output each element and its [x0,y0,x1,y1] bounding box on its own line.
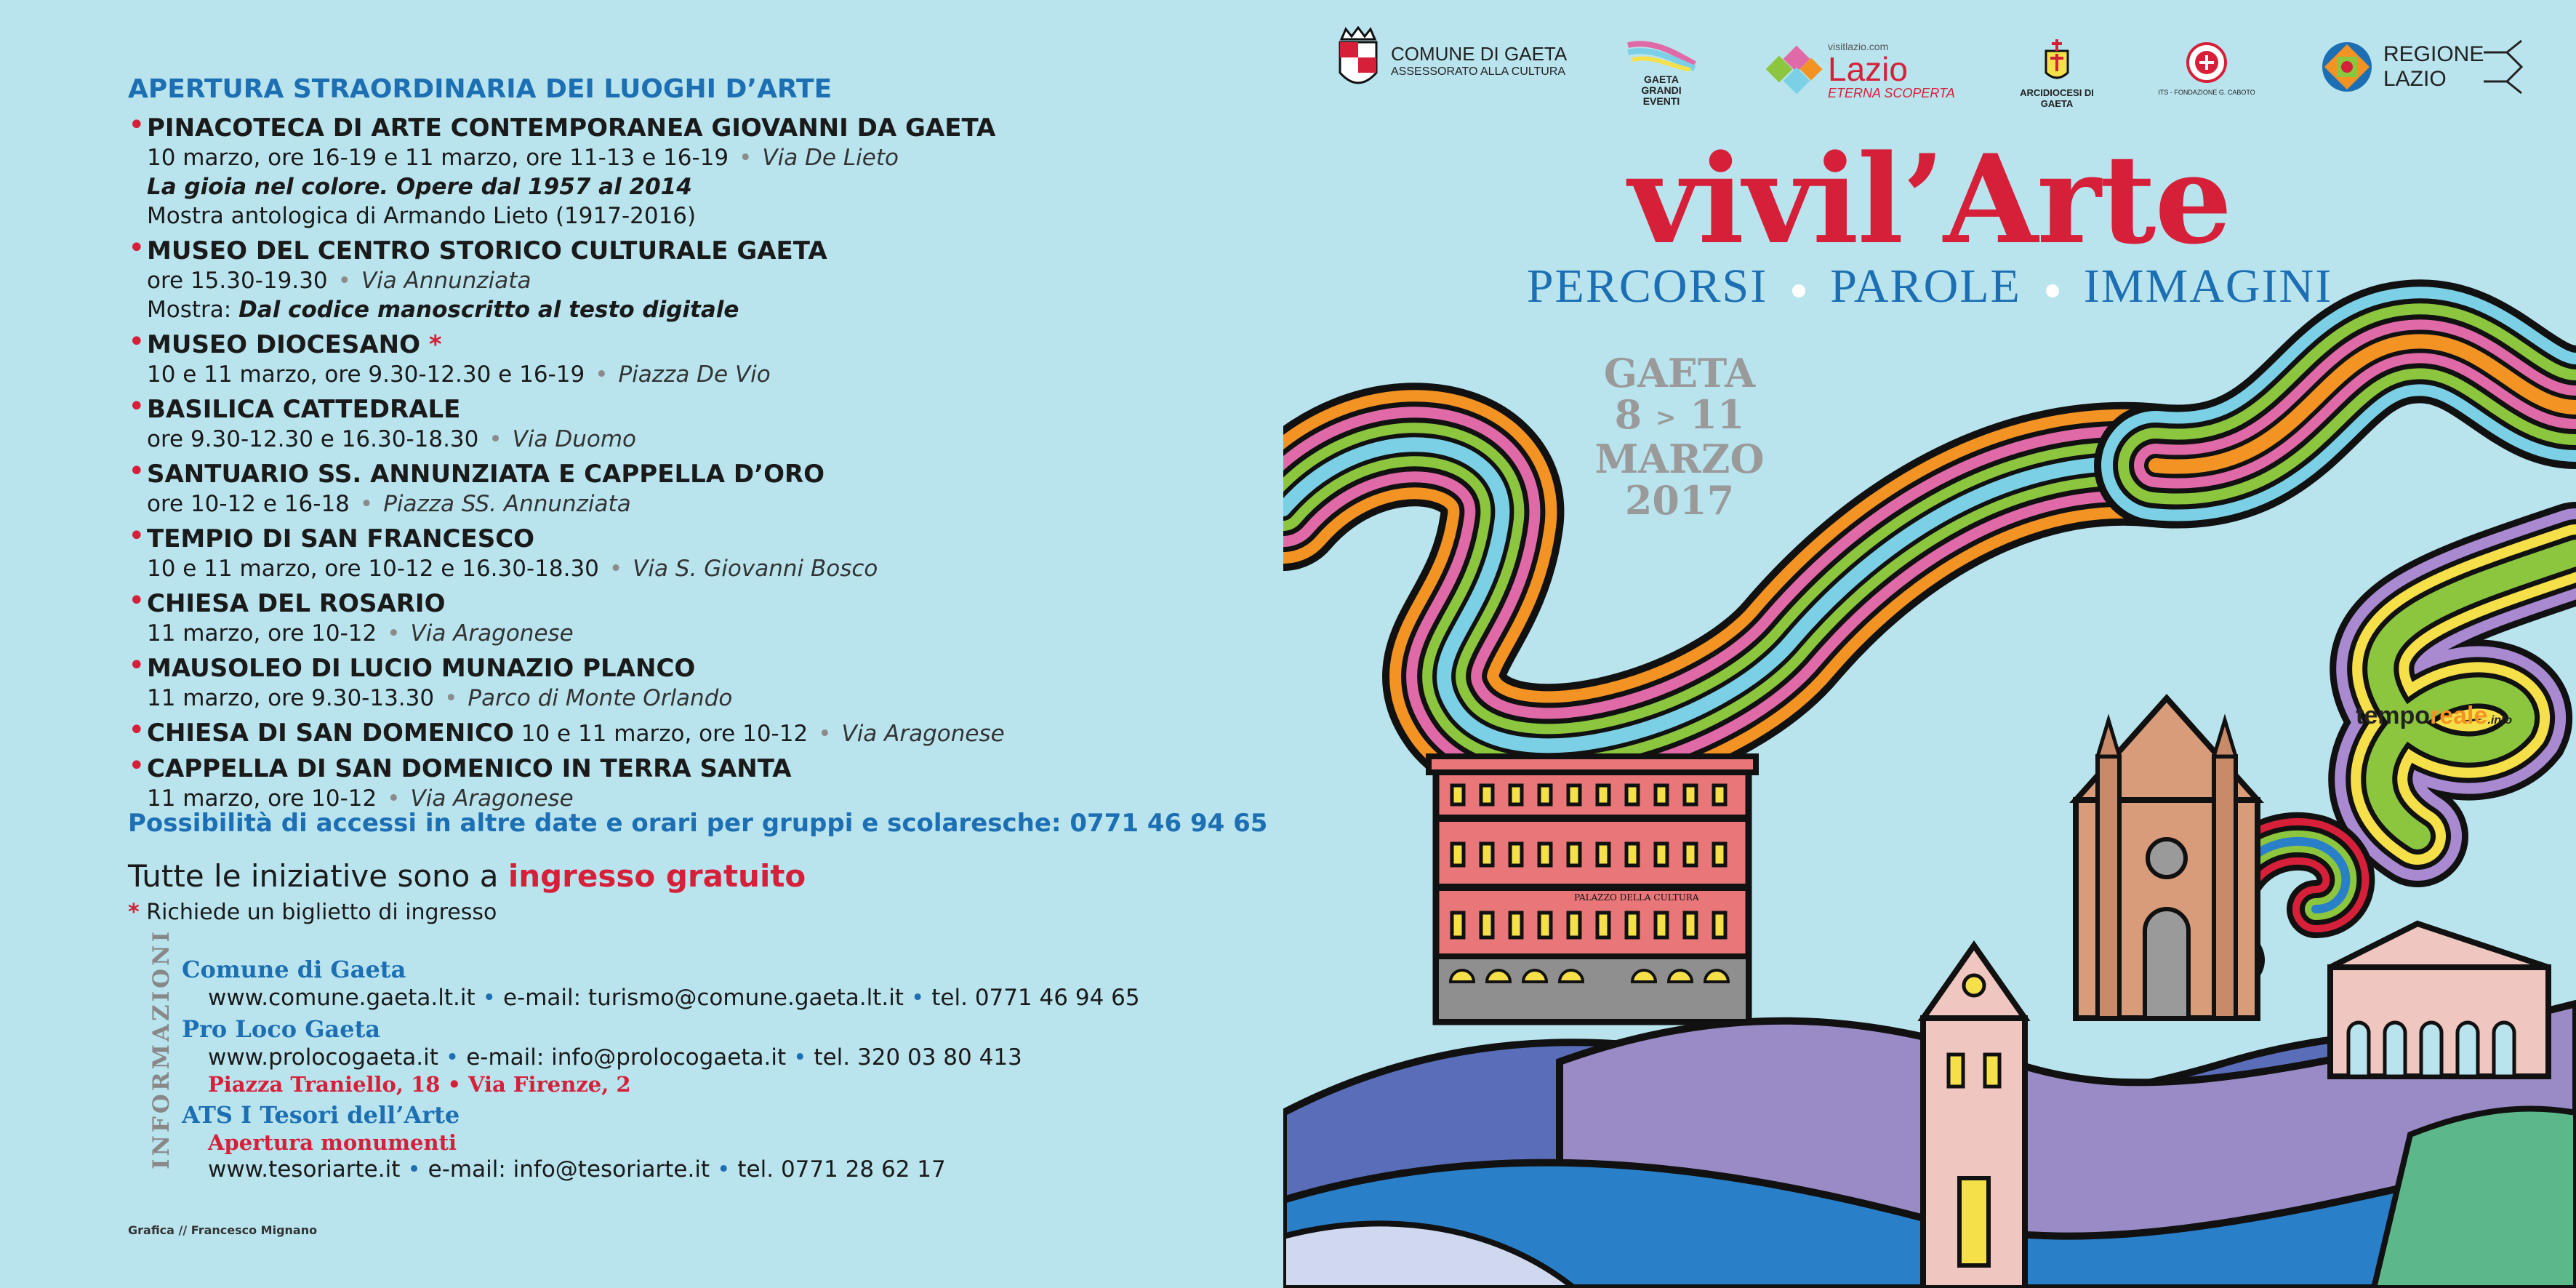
contact-website[interactable]: www.comune.gaeta.lt.it [208,985,476,1011]
lazio-name: Lazio [1828,50,1908,88]
logo-fondazione [2148,41,2265,96]
venue-hours-text: ore 15.30-19.30 [147,268,328,294]
contact-name: Pro Loco Gaeta [182,1015,381,1043]
event-subtitle [1283,259,2576,314]
lazio-url: visitlazio.com [1828,41,1889,52]
venue-address: Via S. Giovanni Bosco [633,556,878,582]
regione-text [2383,42,2484,92]
building-label: PALAZZO DELLA CULTURA [1574,892,1699,903]
watermark-part-3: .info [2487,714,2513,727]
fondazione-seal-icon [2185,41,2228,86]
contact-line [182,984,1140,1012]
venue-hours [147,554,1262,583]
separator-dot: • [359,491,374,517]
contact-name: Comune di Gaeta [182,956,406,983]
eventi-line-2: GRANDI [1641,84,1682,96]
list-item [128,718,1262,748]
venue-hours [147,425,1262,454]
venue-address: Via Aragonese [410,785,574,812]
sponsor-logos [1283,22,2576,124]
regione-arrow-icon [2484,39,2524,95]
venue-address: Via De Lieto [762,145,899,171]
list-item [128,394,1262,454]
contact-email[interactable]: e-mail: turismo@comune.gaeta.lt.it [502,985,904,1011]
venue-hours-text: 10 e 11 marzo, ore 9.30-12.30 e 16-19 [147,361,585,388]
exhibition-subtitle: Mostra antologica di Armando Lieto (1917-2016) [147,203,697,229]
venue-name: • MUSEO DEL CENTRO STORICO CULTURALE GAETA [147,236,827,265]
logo-arcidiocesi [2013,38,2100,109]
free-entry-highlight: ingresso gratuito [507,858,806,894]
separator-dot: • [910,985,925,1011]
contact-email[interactable]: e-mail: info@prolocogaeta.it [466,1044,787,1071]
venue-name-row [147,329,1262,360]
contact-phone: tel. 0771 28 62 17 [737,1156,946,1183]
section-heading: APERTURA STRAORDINARIA DEI LUOGHI D’ARTE [128,74,832,104]
lazio-mosaic-icon [1765,42,1823,100]
event-month: MARZO [1594,436,1765,483]
venue-name: • SANTUARIO SS. ANNUNZIATA E CAPPELLA D’ORO [147,460,825,489]
fondazione-name: ITS - FONDAZIONE G. CABOTO [2158,89,2255,96]
ticket-note-text: Richiede un biglietto di ingresso [139,900,497,925]
logo-regione [2319,39,2524,95]
venue-hours-text: 10 e 11 marzo, ore 10-12 [521,721,808,747]
separator-dot: • [818,721,832,747]
event-year: 2017 [1624,477,1735,524]
subtitle-word-2: PAROLE [1830,260,2021,313]
venue-hours [147,684,1262,713]
separator-dot: • [337,268,351,294]
free-entry-line [128,858,806,894]
contacts [182,955,1140,1183]
lazio-text [1828,41,1955,101]
subtitle-word-1: PERCORSI [1526,260,1768,313]
contact-website[interactable]: www.prolocogaeta.it [208,1044,438,1071]
eventi-line-1: GAETA [1644,73,1679,85]
list-item [128,329,1262,389]
cover-panel [1283,0,2576,1288]
regione-line-2: LAZIO [2383,67,2447,91]
exhibition-title: Dal codice manoscritto al testo digitale [238,297,739,323]
venue-hours [147,489,1262,519]
date-arrow: > [1655,403,1677,433]
separator-dot: • [793,1044,807,1071]
watermark-logo [2356,702,2512,730]
comune-dept: ASSESSORATO ALLA CULTURA [1391,65,1566,78]
contact-address-2: Via Firenze, 2 [468,1072,631,1097]
exhibition-line [147,295,1262,324]
left-panel [0,0,1283,1288]
list-item [128,236,1262,324]
date-from: 8 [1614,391,1642,438]
event-dates [1570,350,1789,524]
event-city: GAETA [1603,350,1756,396]
venue-hours-text: ore 9.30-12.30 e 16.30-18.30 [147,426,479,452]
separator-dot: • [609,556,623,582]
regione-emblem-icon [2319,39,2375,95]
event-title: vivil’Arte [1628,127,2231,271]
contact-address [182,1071,1140,1097]
regione-line-1: REGIONE [2383,42,2484,66]
venue-inline [147,718,1262,748]
groups-info: Possibilità di accessi in altre date e orari per gruppi e scolaresche: 0771 46 94 65 [128,809,1268,838]
contact-address-1: Piazza Traniello, 18 [208,1072,441,1097]
logo-comune [1336,26,1567,95]
exhibition-label: Mostra: [147,297,239,323]
venue-name: • BASILICA CATTEDRALE [147,395,461,424]
contact-subtitle: Apertura monumenti [208,1130,457,1155]
venue-hours [147,360,1262,389]
info-label: INFORMAZIONI [148,929,174,1169]
rainbow-ribbon-right [2156,341,2576,466]
contact-website[interactable]: www.tesoriarte.it [208,1156,401,1183]
exhibition-title: La gioia nel colore. Opere dal 1957 al 2014 [147,174,692,200]
palazzo-building [1429,756,1756,1022]
separator-dot: • [407,1156,421,1183]
watermark-part-1: tempo [2356,702,2430,729]
free-entry-text: Tutte le iniziative sono a [128,858,508,894]
event-days [1570,391,1789,439]
venue-hours-text: ore 10-12 e 16-18 [147,491,350,517]
watermark-part-2: reale [2430,702,2488,729]
ticket-star: * [128,900,140,925]
contact-email[interactable]: e-mail: info@tesoriarte.it [428,1156,710,1183]
right-palace [2330,924,2548,1076]
separator-dot: • [447,1072,461,1097]
venue-hours-text: 11 marzo, ore 10-12 [147,620,377,647]
ticket-star: * [428,330,442,359]
venue-name: CHIESA DI SAN DOMENICO [147,719,514,748]
crest-icon [1336,26,1381,95]
diocese-crest-icon [2039,38,2075,84]
list-item [128,459,1262,519]
venue-hours-text: 10 e 11 marzo, ore 10-12 e 16.30-18.30 [147,556,599,582]
logo-lazio [1765,41,1955,101]
venue-hours [147,266,1262,295]
contact-line [182,1044,1140,1071]
venue-hours-text: 11 marzo, ore 9.30-13.30 [147,685,435,711]
venue-address: Via Annunziata [361,268,531,294]
list-item [128,588,1262,648]
venue-name: • CAPPELLA DI SAN DOMENICO IN TERRA SANTA [147,754,792,783]
info-label-box [115,929,174,1169]
venue-address: Piazza De Vio [618,361,771,388]
list-item [128,113,1262,231]
list-item [128,753,1262,813]
contact-phone: tel. 320 03 80 413 [814,1044,1022,1071]
swoosh-icon [1625,39,1698,71]
subtitle-word-3: IMMAGINI [2083,260,2333,313]
separator-dot: • [387,620,401,647]
arcidiocesi-name: ARCIDIOCESI DI GAETA [2020,87,2094,109]
contact-phone: tel. 0771 46 94 65 [931,985,1140,1011]
cathedral [2076,698,2258,1018]
list-item [128,653,1262,713]
date-to: 11 [1690,391,1745,438]
logo-grandi-eventi [1625,39,1698,107]
separator-dot: • [387,785,401,812]
venue-address: Via Aragonese [841,721,1005,747]
venue-hours-text: 11 marzo, ore 10-12 [147,785,377,812]
contact-line [182,1156,1140,1183]
rainbow-ribbon-swirl [2379,553,2576,836]
list-item [128,524,1262,583]
separator-dot: • [482,985,496,1011]
venue-name: • MAUSOLEO DI LUCIO MUNAZIO PLANCO [147,654,696,683]
separator-dot: • [444,685,458,711]
venue-address: Via Aragonese [410,620,574,647]
church-facade [1923,945,2025,1288]
subtitle-dot [1792,284,1805,297]
venue-address: Parco di Monte Orlando [468,685,733,711]
separator-dot: • [595,361,609,388]
subtitle-dot [2046,284,2059,297]
venue-address: Via Duomo [512,426,636,452]
separator-dot: • [739,145,753,171]
separator-dot: • [717,1156,731,1183]
venue-list [128,113,1262,818]
comune-text [1391,43,1567,79]
ticket-note [128,900,497,925]
lazio-tagline: ETERNA SCOPERTA [1828,86,1955,100]
venue-name: • PINACOTECA DI ARTE CONTEMPORANEA GIOVANNI DA GAETA [147,113,996,143]
venue-name: MUSEO DIOCESANO [147,330,421,359]
separator-dot: • [445,1044,460,1071]
venue-hours [147,619,1262,648]
separator-dot: • [489,426,502,452]
comune-name: COMUNE DI GAETA [1391,42,1568,65]
venue-address: Piazza SS. Annunziata [383,491,631,517]
eventi-line-3: EVENTI [1642,95,1680,107]
venue-hours-text: 10 marzo, ore 16-19 e 11 marzo, ore 11-13 e 16-19 [147,145,729,171]
venue-name: • TEMPIO DI SAN FRANCESCO [147,524,535,553]
venue-hours [147,143,1262,172]
contact-name: ATS I Tesori dell’Arte [182,1101,460,1129]
venue-name: • CHIESA DEL ROSARIO [147,589,446,618]
credits: Grafica // Francesco Mignano [128,1223,318,1237]
